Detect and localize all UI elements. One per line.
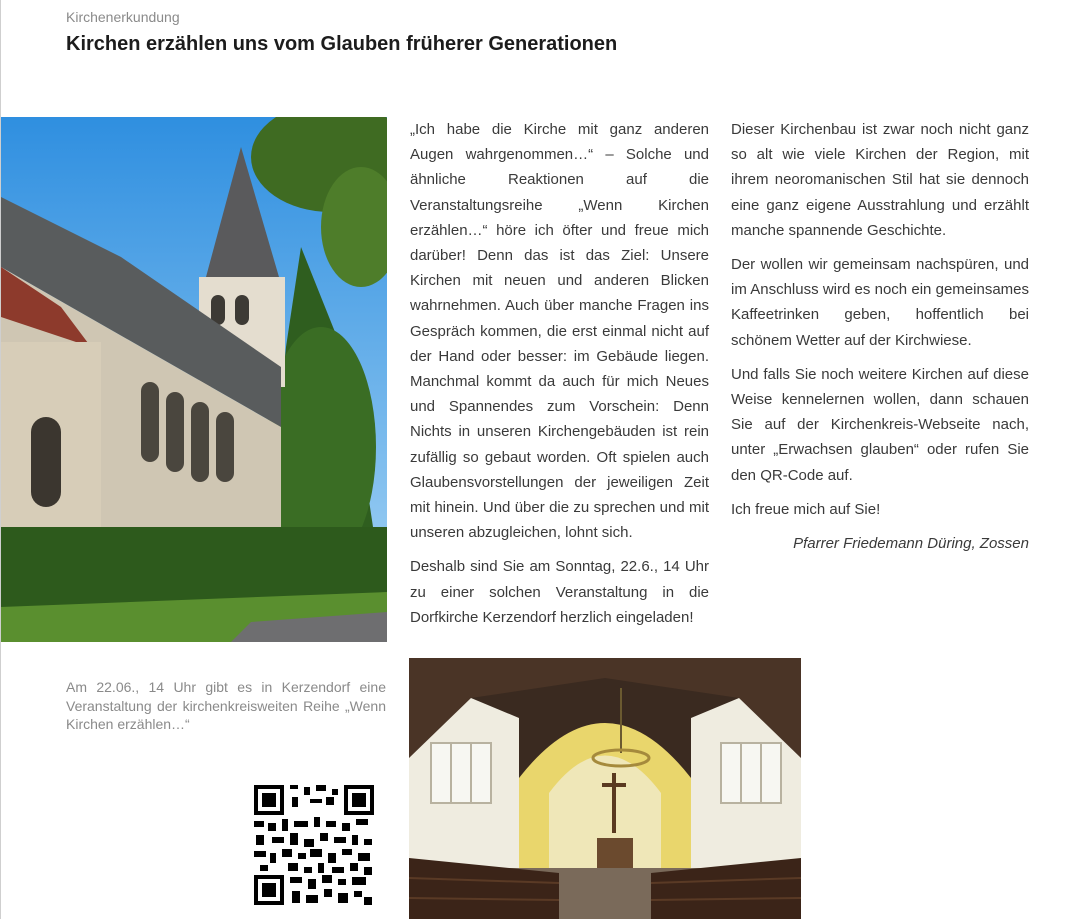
article-column-2 (731, 117, 1029, 556)
article-headline: Kirchen erzählen uns vom Glauben früherer Generationen (66, 33, 618, 55)
church-interior-photo (409, 658, 801, 919)
image-caption: Am 22.06., 14 Uhr gibt es in Kerzendorf eine Veranstaltung der kirchenkreisweiten Reihe „Wenn Kirchen erzählen…“ (66, 679, 386, 732)
article-paragraph: Und falls Sie noch weitere Kirchen auf diese Weise kennelernen wollen, dann schauen Sie auf der Kirchenkreis-Webseite nach, unter „Erwachsen glauben“ oder rufen Sie den QR-Code auf. (731, 365, 1029, 484)
author-signature: Pfarrer Friedemann Düring, Zossen (793, 535, 1029, 553)
article-column-1 (410, 117, 709, 639)
article-paragraph: Der wollen wir gemeinsam nachspüren, und im Anschluss wird es noch ein gemeinsames Kaffeetrinken geben, hoffentlich bei schönem Wetter auf der Kirchwiese. (731, 256, 1029, 349)
qr-code[interactable] (252, 783, 376, 907)
article-paragraph: Deshalb sind Sie am Sonntag, 22.6., 14 Uhr zu einer solchen Veranstaltung in die Dorfkirche Kerzendorf herzlich eingeladen! (410, 558, 709, 626)
article-paragraph: „Ich habe die Kirche mit ganz anderen Augen wahrgenommen…“ – Solche und ähnliche Reaktionen auf die Veranstaltungsreihe „Wenn Kirchen erzählen…“ höre ich öfter und freue mich darüber! Denn das ist das Ziel: Unsere Kirchen mit neuen und anderen Blicken wahrnehmen. Auch über manche Fragen ins Gespräch kommen, die erst einmal nicht auf der Hand oder besser: im Gebäude liegen. Manchmal kommt da auch für mich Neues und Spannendes zum Vorschein: Denn Nichts in unseren Kirchengebäuden ist rein zufällig so gebaut worden. Oft spielen auch Glaubensvorstellungen der jeweiligen Zeit mit hinein. Und über die zu sprechen und mit unseren abzugleichen, lohnt sich. (410, 121, 709, 542)
church-exterior-photo (1, 117, 387, 642)
article-paragraph: Ich freue mich auf Sie! (731, 500, 881, 518)
article-paragraph: Dieser Kirchenbau ist zwar noch nicht ganz so alt wie viele Kirchen der Region, mit ihrem neoromanischen Stil hat sie dennoch eine ganz eigene Ausstrahlung und erzählt manche spannende Geschichte. (731, 121, 1029, 239)
section-kicker: Kirchenerkundung (66, 9, 180, 25)
